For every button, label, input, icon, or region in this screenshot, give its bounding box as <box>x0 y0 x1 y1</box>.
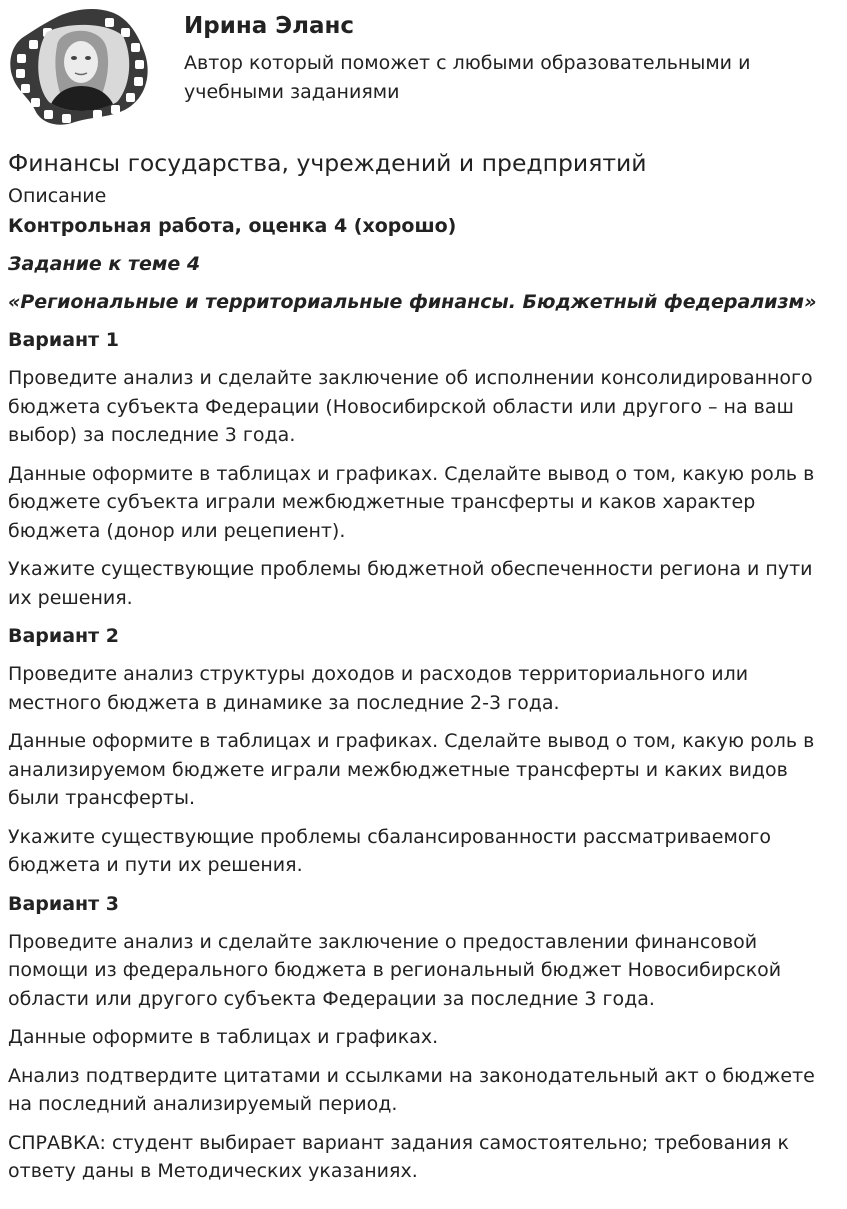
variant-section <box>8 890 840 1119</box>
variant-paragraph: Укажите существующие проблемы сбалансированности рассматриваемого бюджета и пути их решения. <box>8 825 772 876</box>
author-avatar <box>7 6 152 128</box>
reference-note: СПРАВКА: студент выбирает вариант задания самостоятельно; требования к ответу даны в Методических указаниях. <box>8 1131 789 1182</box>
description-label: Описание <box>8 185 107 207</box>
variant-heading: Вариант 2 <box>8 625 120 647</box>
variant-section <box>8 622 840 880</box>
variant-paragraph: Укажите существующие проблемы бюджетной обеспеченности региона и пути их решения. <box>8 558 813 609</box>
variant-paragraph: Проведите анализ и сделайте заключение об исполнении консолидированного бюджета субъекта Федерации (Новосибирской области или другого – на ваш выбор) за последние 3 года. <box>8 367 813 446</box>
variant-section <box>8 326 840 612</box>
task-heading: Задание к теме 4 <box>8 253 201 275</box>
variant-paragraph: Данные оформите в таблицах и графиках. Сделайте вывод о том, какую роль в бюджете субъекта играли межбюджетные трансферты и каков характер бюджета (донор или рецепиент). <box>8 462 815 542</box>
document-content <box>8 146 840 1186</box>
variant-paragraph: Проведите анализ и сделайте заключение о предоставлении финансовой помощи из федерального бюджета в региональный бюджет Новосибирской области или другого субъекта Федерации за последние 3 года. <box>8 930 782 1010</box>
variant-paragraph: Данные оформите в таблицах и графиках. <box>8 1026 439 1048</box>
variant-paragraph: Анализ подтвердите цитатами и ссылками на законодательный акт о бюджете на последний анализируемый период. <box>8 1064 815 1115</box>
variant-paragraph: Проведите анализ структуры доходов и расходов территориального или местного бюджета в динамике за последние 2-3 года. <box>8 663 749 714</box>
work-subtitle: Контрольная работа, оценка 4 (хорошо) <box>8 215 457 237</box>
variant-heading: Вариант 3 <box>8 892 120 915</box>
author-name[interactable]: Ирина Эланс <box>184 13 355 39</box>
author-header <box>0 0 847 135</box>
task-topic: «Региональные и территориальные финансы. Бюджетный федерализм» <box>8 291 817 313</box>
document-title: Финансы государства, учреждений и предприятий <box>8 149 647 177</box>
variant-paragraph: Данные оформите в таблицах и графиках. Сделайте вывод о том, какую роль в анализируемом бюджете играли межбюджетные трансферты и каких видов были трансферты. <box>8 730 815 809</box>
variant-heading: Вариант 1 <box>8 329 120 351</box>
avatar-film-frame-icon <box>7 6 152 128</box>
author-description: Автор который поможет с любыми образовательными и учебными заданиями <box>184 52 751 103</box>
